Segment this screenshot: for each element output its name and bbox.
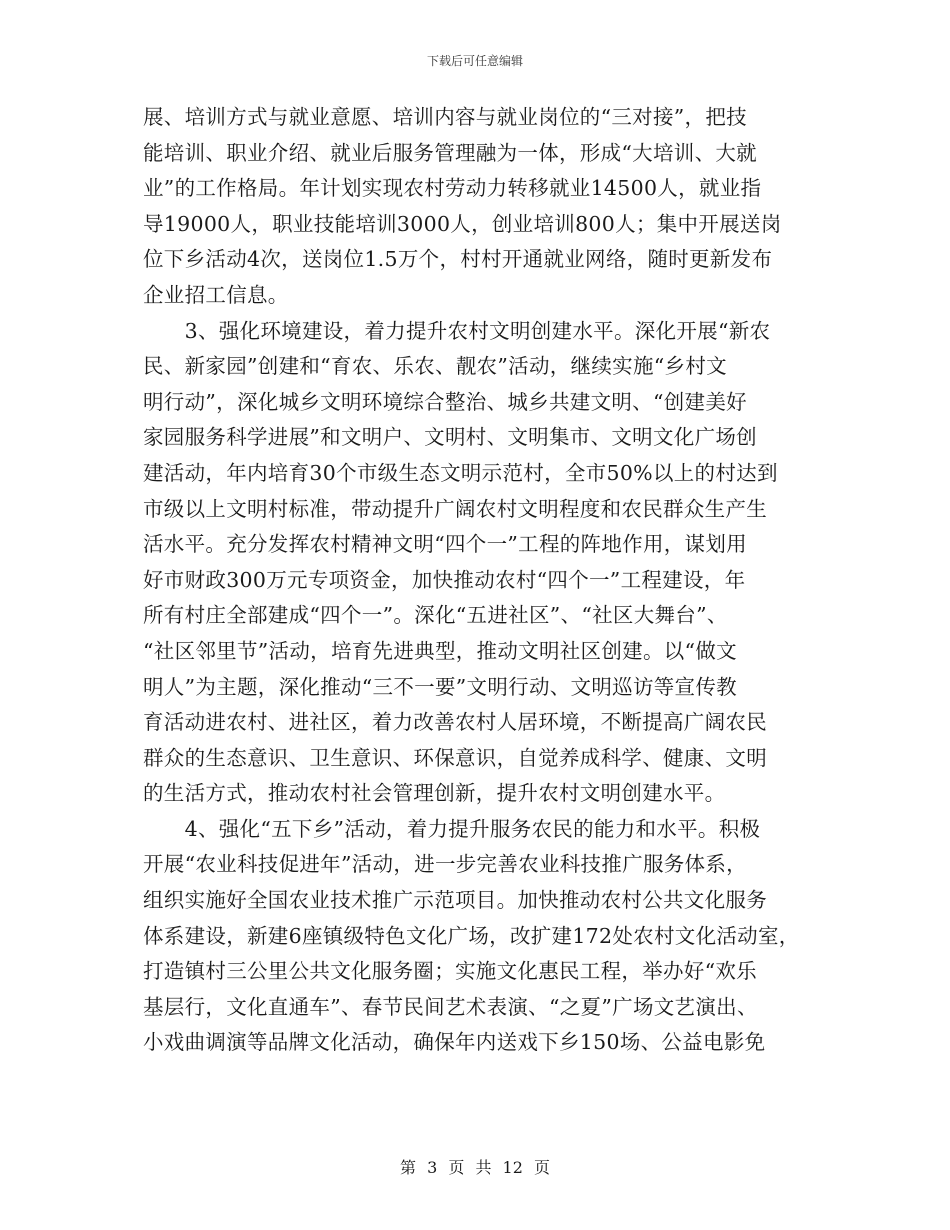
text-line: 民、新家园”创建和“育农、乐农、靓农”活动，继续实施“乡村文 [143, 354, 727, 379]
text-line: 导19000人，职业技能培训3000人，创业培训800人；集中开展送岗 [143, 211, 782, 236]
text-line: 体系建设，新建6座镇级特色文化广场，改扩建172处农村文化活动室， [143, 923, 800, 948]
text-line: 企业招工信息。 [143, 282, 289, 307]
text-line: 活水平。充分发挥农村精神文明“四个一”工程的阵地作用，谋划用 [143, 532, 747, 557]
text-line: 明人”为主题，深化推动“三不一要”文明行动、文明巡访等宣传教 [143, 674, 737, 699]
text-line: 的生活方式，推动农村社会管理创新，提升农村文明创建水平。 [143, 781, 726, 806]
text-line: 群众的生态意识、卫生意识、环保意识，自觉养成科学、健康、文明 [143, 745, 767, 770]
text-line: 组织实施好全国农业技术推广示范项目。加快推动农村公共文化服务 [143, 888, 767, 913]
page-number: 第 3 页 共 12 页 [400, 1158, 550, 1177]
document-body [143, 100, 863, 1061]
text-line: 业”的工作格局。年计划实现农村劳动力转移就业14500人，就业指 [143, 176, 762, 201]
text-line: 展、培训方式与就业意愿、培训内容与就业岗位的“三对接”，把技 [143, 105, 747, 129]
text-line: 建活动，年内培育30个市级生态文明示范村，全市50%以上的村达到 [143, 460, 778, 485]
text-line: 家园服务科学进展”和文明户、文明村、文明集市、文明文化广场创 [143, 425, 757, 450]
text-line: 能培训、职业介绍、就业后服务管理融为一体，形成“大培训、大就 [143, 140, 757, 165]
text-line: 市级以上文明村标准，带动提升广阔农村文明程度和农民群众生产生 [143, 496, 767, 521]
text-line: 明行动”，深化城乡文明环境综合整治、城乡共建文明、“创建美好 [143, 389, 747, 414]
text-line: 4、强化“五下乡”活动，着力提升服务农民的能力和水平。积极 [143, 816, 761, 841]
text-line: 好市财政300万元专项资金，加快推动农村“四个一”工程建设，年 [143, 567, 746, 592]
text-line: 打造镇村三公里公共文化服务圈；实施文化惠民工程，举办好“欢乐 [143, 959, 757, 984]
page-header: 下载后可任意编辑 [426, 54, 523, 68]
text-line: 3、强化环境建设，着力提升农村文明创建水平。深化开展“新农 [143, 318, 771, 343]
text-line: “社区邻里节”活动，培育先进典型，推动文明社区创建。以“做文 [143, 638, 737, 663]
text-line: 小戏曲调演等品牌文化活动，确保年内送戏下乡150场、公益电影免 [143, 1030, 766, 1055]
text-line: 育活动进农村、进社区，着力改善农村人居环境，不断提高广阔农民 [143, 710, 767, 735]
text-line: 所有村庄全部建成“四个一”。深化“五进社区”、“社区大舞台”、 [143, 603, 728, 628]
text-line: 位下乡活动4次，送岗位1.5万个，村村开通就业网络，随时更新发布 [143, 247, 773, 272]
text-line: 基层行，文化直通车”、春节民间艺术表演、“之夏”广场文艺演出、 [143, 994, 758, 1019]
text-line: 开展“农业科技促进年”活动，进一步完善农业科技推广服务体系， [143, 852, 747, 877]
